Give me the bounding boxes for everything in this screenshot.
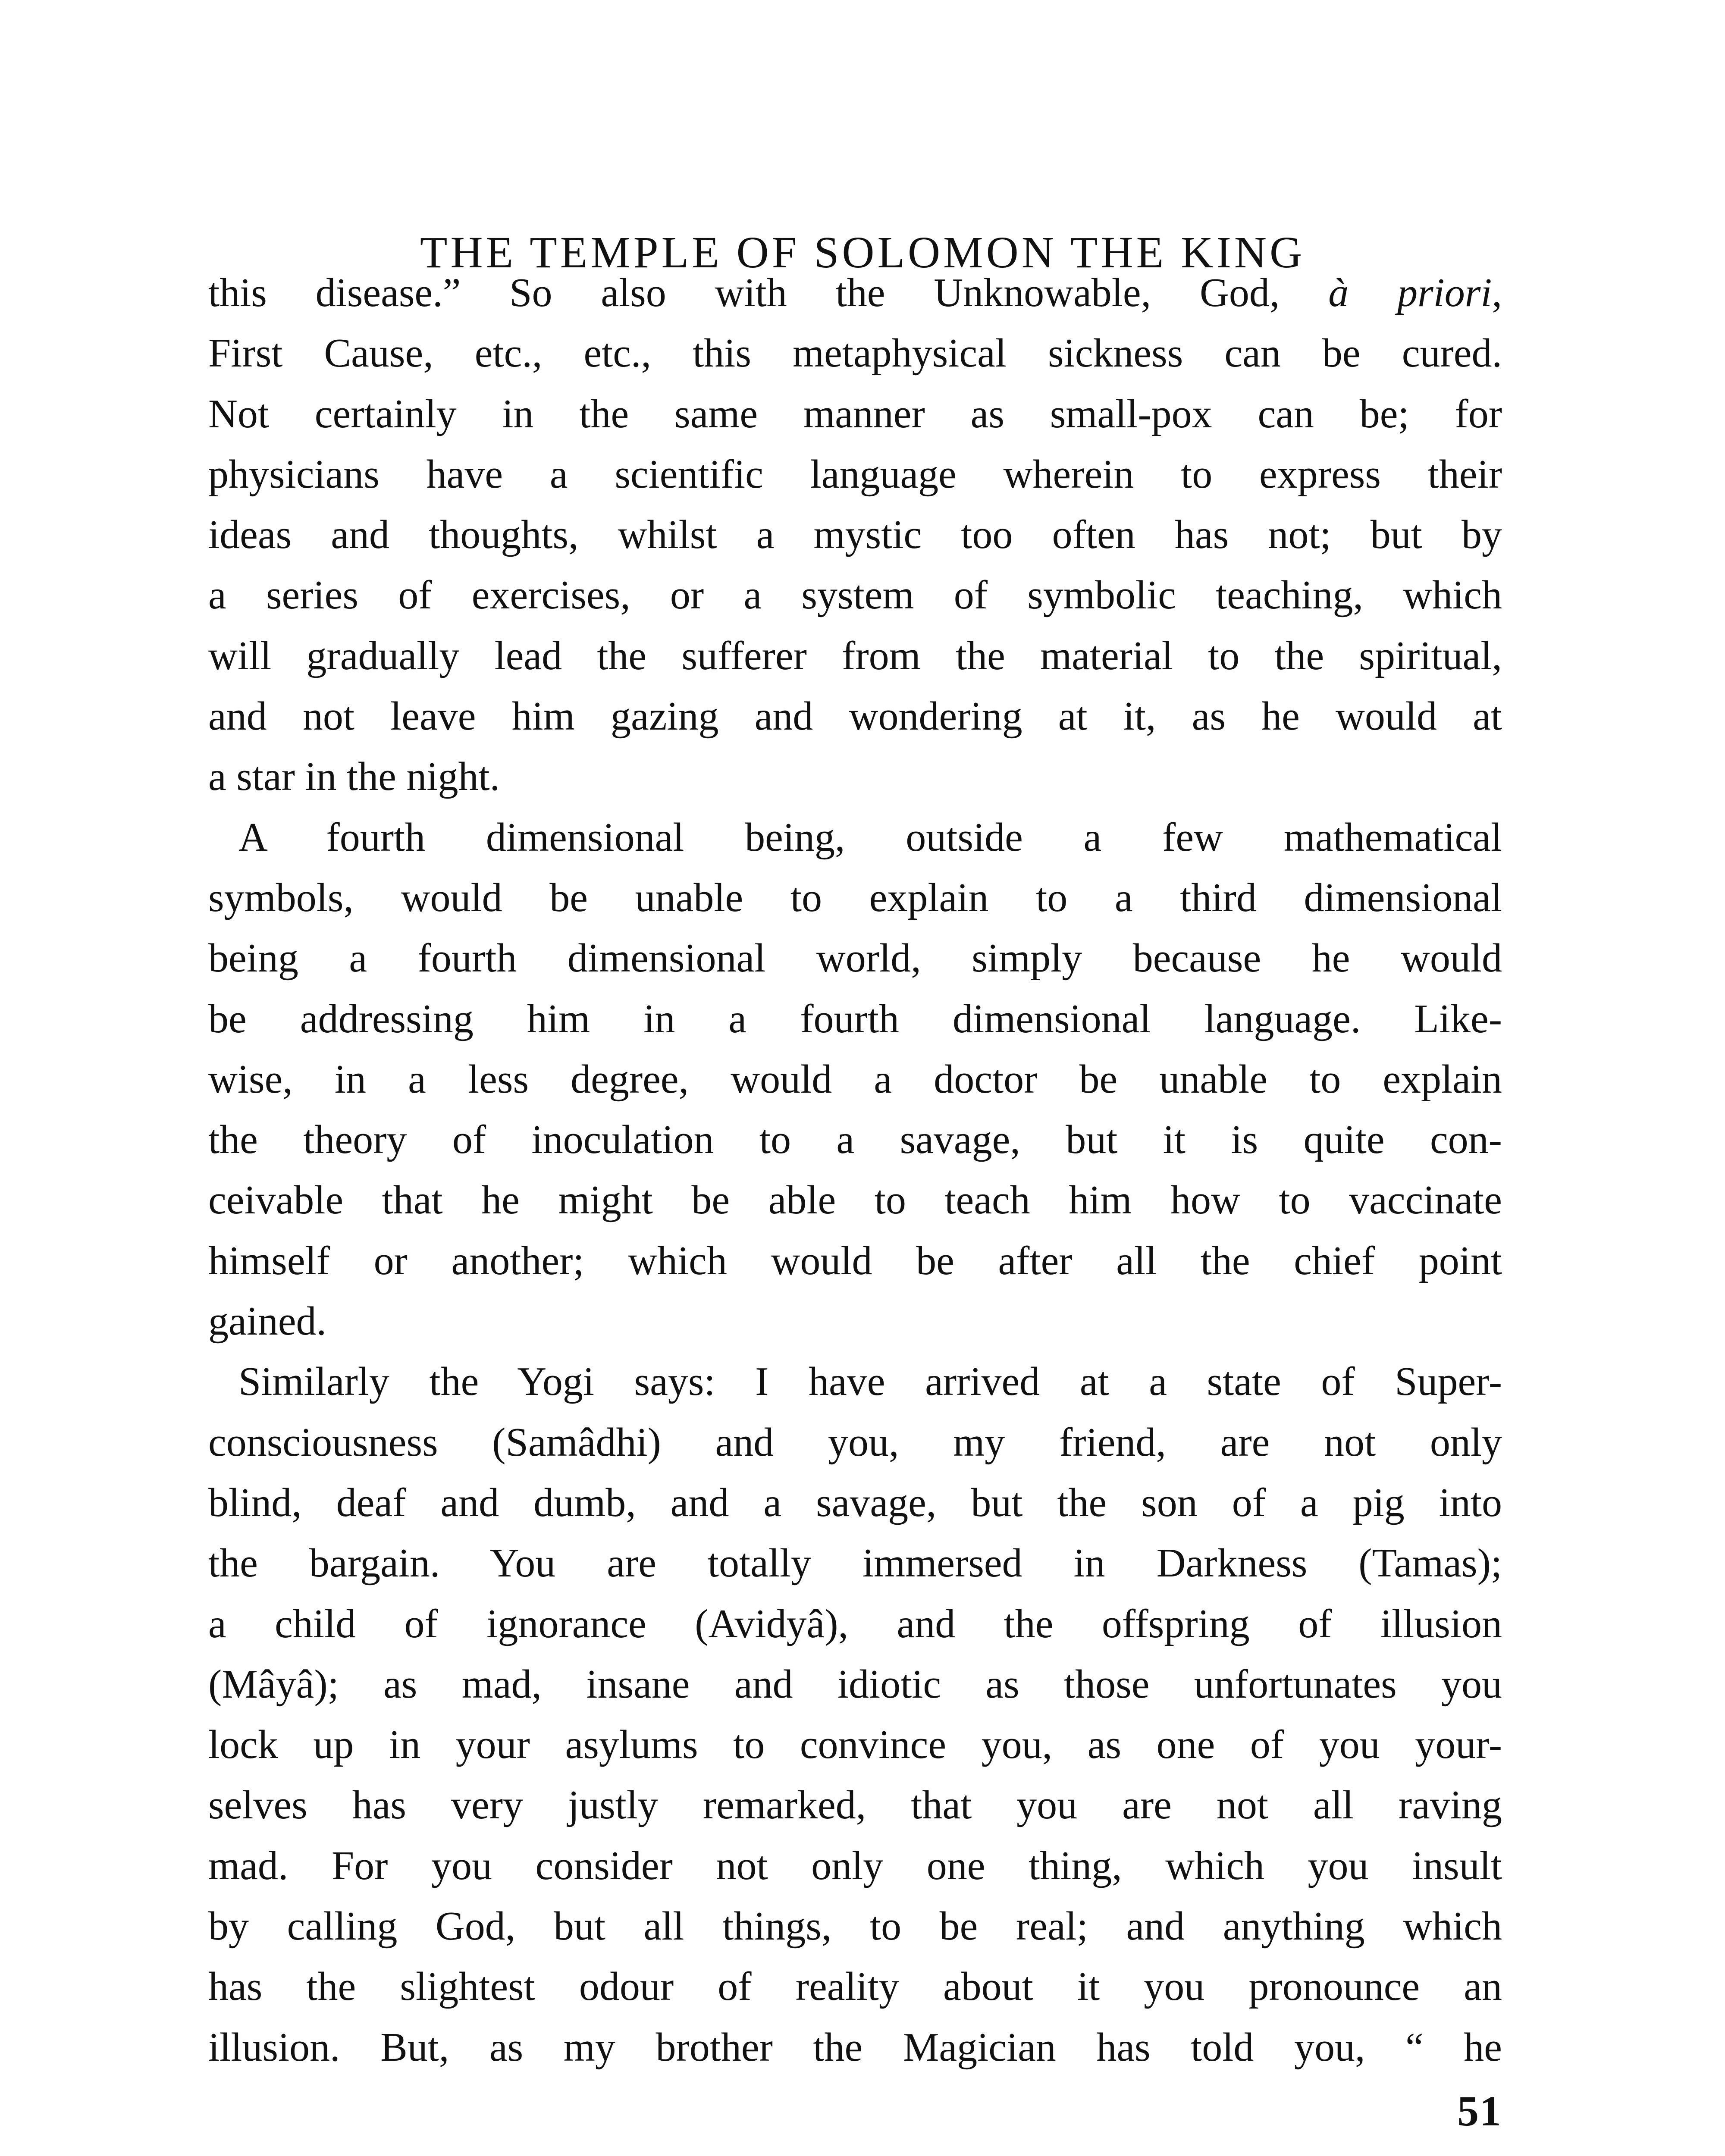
text-segment: lock up in your asylums to convince you, as one of you your- bbox=[208, 1722, 1502, 1767]
text-line bbox=[208, 444, 1502, 505]
text-line bbox=[208, 263, 1502, 323]
text-line bbox=[208, 384, 1502, 444]
text-line bbox=[208, 868, 1502, 928]
running-head: THE TEMPLE OF SOLOMON THE KING bbox=[420, 228, 1305, 277]
text-line bbox=[208, 1714, 1502, 1775]
text-line bbox=[208, 1594, 1502, 1654]
text-segment: and not leave him gazing and wondering at it, as he would at bbox=[208, 694, 1502, 739]
text-segment: illusion. But, as my brother the Magician has told you, “ he bbox=[208, 2024, 1502, 2070]
text-segment: by calling God, but all things, to be real; and anything which bbox=[208, 1904, 1502, 1949]
text-segment: has the slightest odour of reality about it you pronounce an bbox=[208, 1964, 1502, 2009]
italic-text: à priori bbox=[1328, 270, 1492, 315]
text-line bbox=[208, 928, 1502, 988]
text-segment: symbols, would be unable to explain to a third dimensional bbox=[208, 875, 1502, 920]
body-text bbox=[208, 263, 1502, 2078]
text-line bbox=[208, 1473, 1502, 1533]
text-segment: a series of exercises, or a system of symbolic teaching, which bbox=[208, 573, 1502, 618]
text-segment: ideas and thoughts, whilst a mystic too often has not; but by bbox=[208, 512, 1502, 558]
text-line bbox=[208, 505, 1502, 565]
text-line bbox=[208, 1170, 1502, 1230]
text-segment: be addressing him in a fourth dimensional language. Like- bbox=[208, 996, 1502, 1041]
text-segment: consciousness (Samâdhi) and you, my friend, are not only bbox=[208, 1420, 1502, 1465]
text-segment: gained. bbox=[208, 1299, 327, 1344]
text-segment: a child of ignorance (Avidyâ), and the offspring of illusion bbox=[208, 1601, 1502, 1646]
page-footer bbox=[0, 2081, 1502, 2141]
text-segment: the theory of inoculation to a savage, but it is quite con- bbox=[208, 1117, 1502, 1163]
text-segment: mad. For you consider not only one thing, which you insult bbox=[208, 1843, 1502, 1888]
text-segment: selves has very justly remarked, that you are not all raving bbox=[208, 1783, 1502, 1828]
text-line bbox=[208, 807, 1502, 868]
text-segment: A fourth dimensional being, outside a few mathematical bbox=[238, 815, 1502, 860]
text-line bbox=[208, 686, 1502, 746]
text-line bbox=[208, 746, 1502, 807]
text-line bbox=[208, 565, 1502, 625]
text-segment: himself or another; which would be after all the chief point bbox=[208, 1238, 1502, 1283]
text-line bbox=[208, 1836, 1502, 1896]
text-line bbox=[208, 1351, 1502, 1412]
page-number: 51 bbox=[1457, 2087, 1502, 2135]
text-line bbox=[208, 2017, 1502, 2078]
text-line bbox=[208, 1109, 1502, 1170]
text-line bbox=[208, 323, 1502, 383]
text-line bbox=[208, 1291, 1502, 1351]
text-segment: the bargain. You are totally immersed in Darkness (Tamas); bbox=[208, 1541, 1502, 1586]
text-segment: blind, deaf and dumb, and a savage, but the son of a pig into bbox=[208, 1480, 1502, 1525]
text-segment: this disease.” So also with the Unknowable, God, bbox=[208, 270, 1329, 315]
text-segment: wise, in a less degree, would a doctor be unable to explain bbox=[208, 1056, 1502, 1102]
text-line bbox=[208, 1049, 1502, 1109]
text-segment: a star in the night. bbox=[208, 754, 500, 799]
text-segment: Not certainly in the same manner as small-pox can be; for bbox=[208, 391, 1502, 436]
text-line bbox=[208, 1231, 1502, 1291]
text-segment: physicians have a scientific language wherein to express their bbox=[208, 451, 1502, 497]
text-line bbox=[208, 1533, 1502, 1593]
text-line bbox=[208, 1956, 1502, 2017]
text-segment: ceivable that he might be able to teach him how to vaccinate bbox=[208, 1178, 1502, 1223]
text-line bbox=[208, 1412, 1502, 1473]
text-segment: being a fourth dimensional world, simply because he would bbox=[208, 936, 1502, 981]
text-segment: (Mâyâ); as mad, insane and idiotic as those unfortunates you bbox=[208, 1661, 1502, 1707]
text-line bbox=[208, 1896, 1502, 1956]
text-line bbox=[208, 626, 1502, 686]
text-segment: Similarly the Yogi says: I have arrived at a state of Super- bbox=[238, 1359, 1502, 1404]
text-line bbox=[208, 989, 1502, 1049]
text-line bbox=[208, 1654, 1502, 1714]
text-line bbox=[208, 1775, 1502, 1835]
text-segment: will gradually lead the sufferer from the material to the spiritual, bbox=[208, 633, 1502, 678]
text-segment: , bbox=[1492, 270, 1502, 315]
text-segment: First Cause, etc., etc., this metaphysical sickness can be cured. bbox=[208, 331, 1502, 376]
